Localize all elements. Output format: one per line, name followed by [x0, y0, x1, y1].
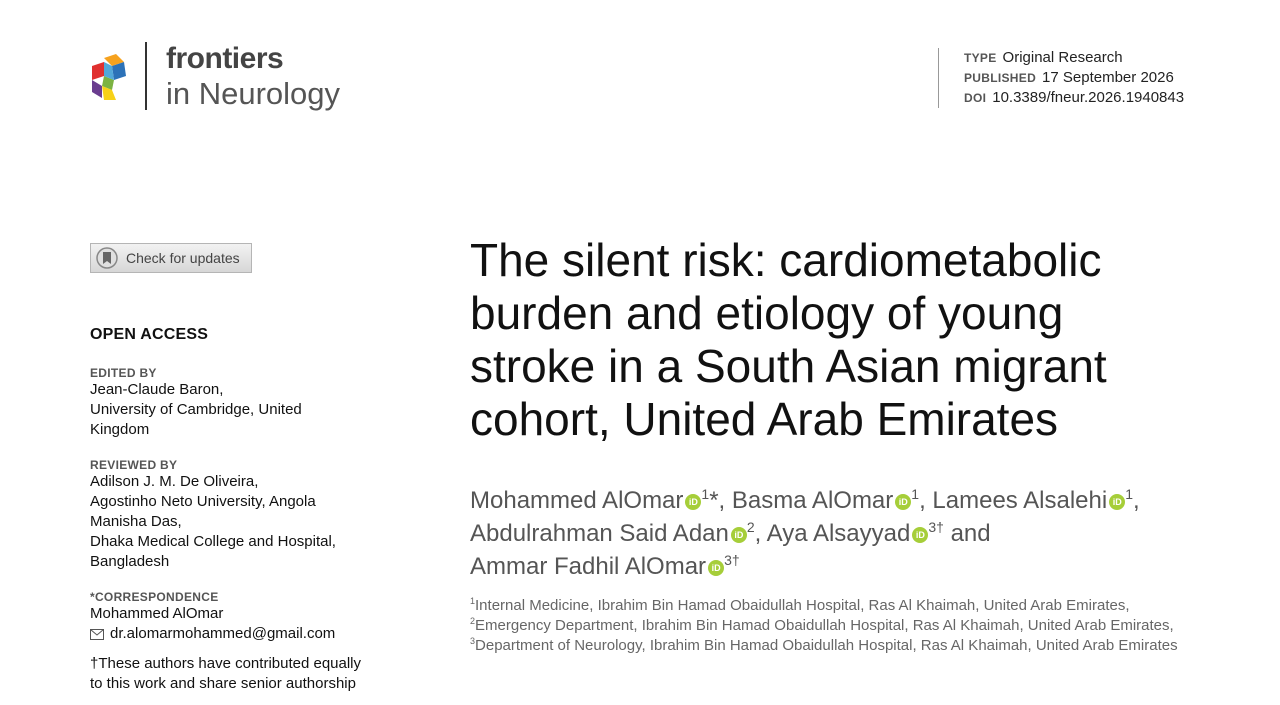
editor-line: Jean-Claude Baron,	[90, 381, 224, 398]
email-link[interactable]: dr.alomarmohammed@gmail.com	[110, 625, 336, 642]
correspondence-name: Mohammed AlOmar	[90, 605, 224, 622]
reviewed-by-list	[90, 472, 390, 572]
affil-sup: 3	[470, 636, 476, 646]
reviewed-by-label: REVIEWED BY	[90, 458, 178, 472]
author-affil-sup: 1	[1125, 486, 1133, 502]
frontiers-logo-icon	[90, 52, 130, 102]
editor-line: University of Cambridge, United	[90, 401, 302, 418]
author-separator: ,	[919, 487, 933, 514]
author-name[interactable]: Ammar Fadhil AlOmar	[470, 553, 707, 580]
affil-sup: 2	[470, 616, 476, 626]
orcid-icon[interactable]: iD	[895, 494, 911, 510]
open-access-label: OPEN ACCESS	[90, 326, 209, 343]
author-affil-sup: 1	[911, 486, 920, 502]
type-value: Original Research	[1002, 49, 1123, 66]
reviewer-line: Agostinho Neto University, Angola	[90, 493, 316, 510]
affil-sup: 1	[470, 596, 476, 606]
author-separator: ,	[1133, 487, 1140, 514]
orcid-icon[interactable]: iD	[731, 527, 747, 543]
author-name[interactable]: Abdulrahman Said Adan	[470, 520, 729, 547]
author-name[interactable]: Mohammed AlOmar	[470, 487, 684, 514]
doi-key: DOI	[964, 91, 987, 105]
edited-by-list	[90, 380, 390, 440]
author-list	[470, 484, 1200, 583]
reviewer-line: Adilson J. M. De Oliveira,	[90, 473, 259, 490]
affiliations	[470, 596, 1200, 656]
author-affil-sup: 3†	[928, 519, 944, 535]
email-row[interactable]	[90, 624, 390, 644]
note-line: †These authors have contributed equally	[90, 655, 362, 672]
mail-icon	[90, 629, 104, 640]
brand-name: frontiers	[166, 42, 284, 75]
published-value: 17 September 2026	[1042, 69, 1174, 86]
orcid-icon[interactable]: iD	[685, 494, 701, 510]
note-line: to this work and share senior authorship	[90, 675, 356, 692]
orcid-icon[interactable]: iD	[1109, 494, 1125, 510]
author-name[interactable]: Lamees Alsalehi	[932, 487, 1108, 514]
orcid-icon[interactable]: iD	[912, 527, 928, 543]
bookmark-update-icon	[96, 247, 118, 269]
article-meta	[938, 48, 1184, 108]
article-sidebar	[90, 326, 390, 694]
check-for-updates-label: Check for updates	[126, 250, 240, 266]
author-name[interactable]: Aya Alsayyad	[766, 520, 911, 547]
author-affil-sup: 1	[701, 486, 710, 502]
published-key: PUBLISHED	[964, 71, 1037, 85]
reviewer-line: Manisha Das,	[90, 513, 182, 530]
author-separator: *,	[709, 487, 732, 514]
author-separator: and	[943, 520, 991, 547]
reviewer-line: Bangladesh	[90, 553, 170, 570]
logo-divider	[145, 42, 147, 110]
affil-text: Department of Neurology, Ibrahim Bin Hamad Obaidullah Hospital, Ras Al Khaimah, United Arab Emirates	[475, 637, 1178, 654]
author-affil-sup: 2	[746, 519, 755, 535]
article-title: The silent risk: cardiometabolic burden and etiology of young stroke in a South Asian migrant cohort, United Arab Emirates	[470, 234, 1107, 445]
affil-text: Emergency Department, Ibrahim Bin Hamad Obaidullah Hospital, Ras Al Khaimah, United Arab Emirates,	[475, 617, 1174, 634]
orcid-icon[interactable]: iD	[708, 560, 724, 576]
correspondence-label: *CORRESPONDENCE	[90, 590, 219, 604]
equal-contribution-note	[90, 654, 390, 694]
author-name[interactable]: Basma AlOmar	[731, 487, 894, 514]
reviewer-line: Dhaka Medical College and Hospital,	[90, 533, 336, 550]
affil-text: Internal Medicine, Ibrahim Bin Hamad Obaidullah Hospital, Ras Al Khaimah, United Arab Emirates,	[475, 597, 1130, 614]
journal-name: in Neurology	[166, 76, 341, 111]
edited-by-label: EDITED BY	[90, 366, 157, 380]
check-for-updates-button[interactable]	[90, 243, 252, 273]
doi-link[interactable]: 10.3389/fneur.2026.1940843	[992, 89, 1185, 106]
author-affil-sup: 3†	[724, 552, 740, 568]
editor-line: Kingdom	[90, 421, 150, 438]
author-separator: ,	[754, 520, 767, 547]
type-key: TYPE	[964, 51, 997, 65]
